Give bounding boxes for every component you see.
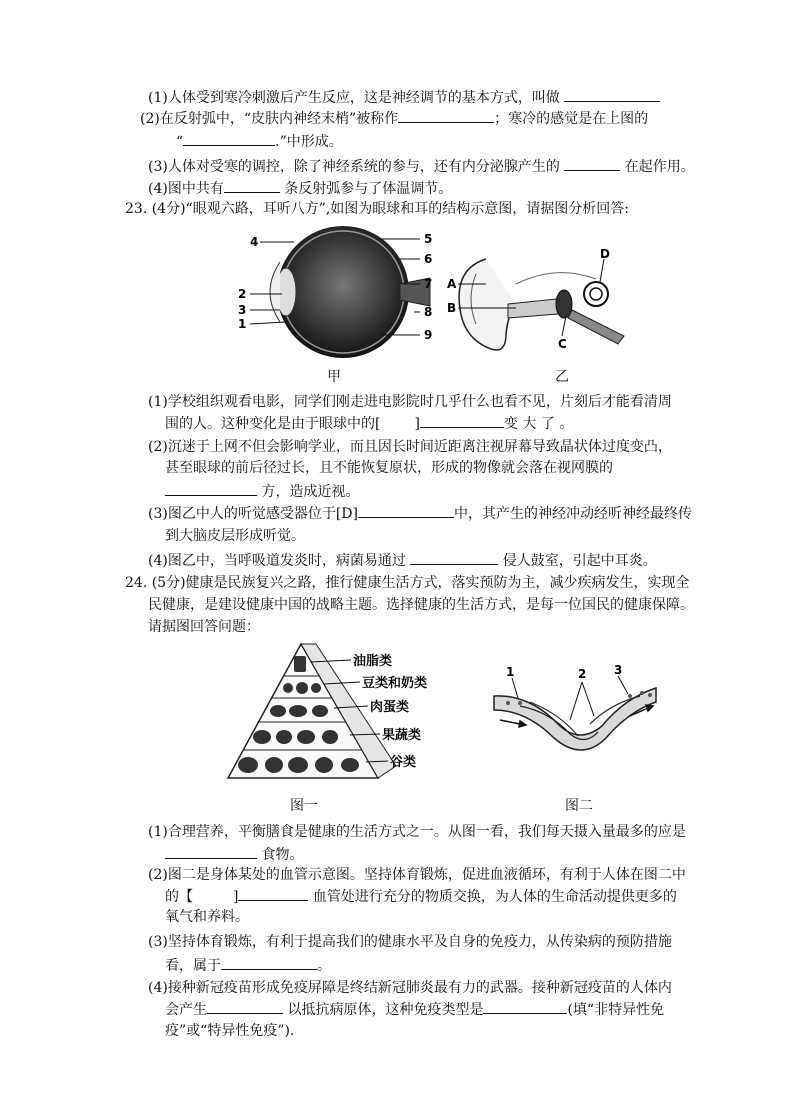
figure-caption-2: 图二 [565, 798, 593, 814]
figure-caption-1: 图一 [290, 798, 318, 814]
answer-blank[interactable] [420, 413, 504, 428]
q24-item-1-text: 食物。 [261, 847, 304, 863]
pyramid-label: 肉蛋类 [370, 700, 410, 715]
q24-item-4-cont2: 疫”或“特异性免疫”). [165, 1023, 295, 1039]
cochlea-shape [584, 282, 608, 306]
q23-item-3-text: (3)图乙中人的听觉感受器位于[D] [148, 506, 358, 522]
answer-blank[interactable] [564, 156, 620, 171]
pyramid-label: 谷类 [390, 755, 417, 770]
q22-item-4-text2: 条反射弧参与了体温调节。 [284, 181, 453, 197]
q24-item-2-text: 的【 [165, 889, 193, 905]
q24-item-4-text3: (填“非特异性免 [567, 1002, 665, 1018]
vegetable-icon [253, 730, 271, 744]
q23-item-3-text2: 中，其产生的神经冲动经听神经最终传 [453, 506, 692, 522]
q23-item-4-text2: 侵人鼓室，引起中耳炎。 [502, 553, 657, 569]
q24-stem-1: 24. (5分)健康是民族复兴之路，推行健康生活方式，落实预防为主，减少疾病发生，实现全 [125, 575, 690, 591]
answer-blank[interactable] [238, 886, 308, 901]
q22-item-2-text3: .”中形成。 [275, 134, 343, 150]
pyramid-label: 果蔬类 [382, 728, 422, 743]
eye-label: 6 [424, 252, 433, 266]
q23-item-1-bracket: ] [414, 416, 420, 432]
figure-caption-jia: 甲 [327, 369, 341, 385]
q24-item-3-text: 看，属于 [165, 958, 221, 974]
q24-item-3-cont [165, 955, 331, 976]
q22-item-3-text: (3)人体对受寒的调控，除了神经系统的参与，还有内分泌腺产生的 [148, 159, 560, 175]
meat-icon [270, 705, 286, 717]
q23-item-2: (2)沉迷于上网不但会影响学业，而且因长时间近距离注视屏幕导致晶状体过度变凸， [148, 439, 672, 455]
eye-diagram [230, 222, 445, 362]
q22-item-1-text: (1)人体受到寒冷刺激后产生反应，这是神经调节的基本方式，叫做 [148, 90, 560, 106]
food-pyramid-diagram [216, 640, 456, 790]
eye-label: 2 [238, 287, 247, 301]
q23-stem: 23. (4分)“眼观六路，耳听八方”,如图为眼球和耳的结构示意图，请据图分析回答: [125, 201, 630, 217]
ear-label: D [600, 247, 610, 261]
outer-ear-shape [459, 259, 516, 350]
q22-item-2-text: (2)在反射弧中，“皮肤内神经末梢”被称作 [140, 111, 399, 127]
q23-item-1: (1)学校组织观看电影，同学们刚走进电影院时几乎什么也看不见，片刻后才能看清周 [148, 394, 672, 410]
eye-label: 8 [424, 305, 433, 319]
answer-blank[interactable] [165, 481, 257, 496]
eye-label: 4 [250, 235, 259, 249]
q23-item-3-cont: 到大脑皮层形成听觉。 [165, 528, 305, 544]
ear-diagram [446, 244, 646, 359]
q23-item-1-cont [165, 413, 573, 434]
ear-label: A [447, 277, 457, 291]
eye-label: 5 [424, 232, 433, 246]
q24-item-2-text2: 血管处进行充分的物质交换，为人体的生命活动提供更多的 [312, 889, 677, 905]
q22-item-2-cont [176, 131, 343, 152]
q23-item-1-text2: 变 大 了 。 [503, 416, 574, 432]
ear-label: C [558, 337, 567, 351]
blood-vessel-diagram [490, 664, 660, 764]
grain-icon [238, 757, 258, 773]
q23-item-2-text: 方，造成近视。 [261, 484, 360, 500]
pyramid-label: 油脂类 [353, 654, 393, 669]
q22-item-4 [148, 178, 452, 199]
q24-item-1: (1)合理营养，平衡膳食是健康的生活方式之一。从图一看，我们每天摄入量最多的应是 [148, 824, 686, 840]
q22-item-2-quote: “ [176, 134, 184, 150]
q24-item-4-text2: 以抵抗病原体，这种免疫类型是 [287, 1002, 484, 1018]
oil-bottle-icon [294, 656, 306, 672]
answer-blank[interactable] [483, 999, 567, 1014]
answer-blank[interactable] [224, 178, 280, 193]
answer-blank[interactable] [398, 108, 494, 123]
q24-item-2-cont [165, 886, 677, 907]
eye-label: 3 [238, 303, 247, 317]
q23-item-2-cont: 甚至眼球的前后径过长，且不能恢复原状，形成的物像就会落在视网膜的 [165, 460, 613, 476]
eyeball-shape [277, 226, 409, 358]
answer-blank[interactable] [221, 955, 317, 970]
q24-stem-2: 民健康，是建设健康中国的战略主题。选择健康的生活方式，是每一位国民的健康保障。 [148, 597, 694, 613]
q24-item-2: (2)图二是身体某处的血管示意图。坚持体育锻炼，促进血液循环，有利于人体在图二中 [148, 867, 686, 883]
q24-item-2-bracket: ] [233, 889, 239, 905]
answer-blank[interactable] [207, 999, 283, 1014]
q24-item-4-text: 会产生 [165, 1002, 207, 1018]
q22-item-2 [140, 108, 648, 129]
q24-item-3-period: 。 [317, 958, 331, 974]
q24-item-3: (3)坚持体育锻炼，有利于提高我们的健康水平及自身的免疫力，从传染病的预防措施 [148, 934, 672, 950]
pyramid-label: 豆类和奶类 [362, 676, 428, 691]
q22-item-3 [148, 156, 695, 177]
q23-item-4 [148, 550, 657, 571]
q22-item-2-text2: ；寒冷的感觉是在上图的 [494, 111, 649, 127]
q22-item-1 [148, 87, 660, 108]
q24-item-4: (4)接种新冠疫苗形成免疫屏障是终结新冠肺炎最有力的武器。接种新冠疫苗的人体内 [148, 980, 672, 996]
eye-label: 9 [424, 328, 433, 342]
eustachian-tube-shape [568, 310, 624, 344]
answer-blank[interactable] [564, 87, 660, 102]
answer-blank[interactable] [358, 503, 454, 518]
q24-item-2-cont2: 氧气和养料。 [165, 909, 249, 925]
q23-item-3 [148, 503, 692, 524]
figure-caption-yi: 乙 [555, 369, 569, 385]
q22-item-3-text2: 在起作用。 [624, 159, 695, 175]
q23-item-4-text: (4)图乙中，当呼吸道发炎时，病菌易通过 [148, 553, 406, 569]
answer-blank[interactable] [183, 131, 275, 146]
q23-item-2-cont2 [165, 481, 359, 502]
q24-stem-3: 请据图回答问题： [148, 619, 260, 635]
ear-label: B [447, 301, 457, 315]
answer-blank[interactable] [410, 550, 498, 565]
vessel-label: 2 [578, 667, 587, 681]
answer-blank[interactable] [165, 844, 257, 859]
cornea-shape [270, 262, 280, 322]
q24-item-4-cont [165, 999, 664, 1020]
eye-label: 1 [238, 317, 247, 331]
vessel-label: 1 [506, 665, 515, 679]
q22-item-4-text: (4)图中共有 [148, 181, 224, 197]
q23-item-1-text: 围的人。这种变化是由于眼球中的[ [165, 416, 381, 432]
milk-icon [283, 683, 293, 693]
eye-label: 7 [424, 277, 433, 291]
vessel-label: 3 [614, 664, 623, 677]
q24-item-1-cont [165, 844, 303, 865]
